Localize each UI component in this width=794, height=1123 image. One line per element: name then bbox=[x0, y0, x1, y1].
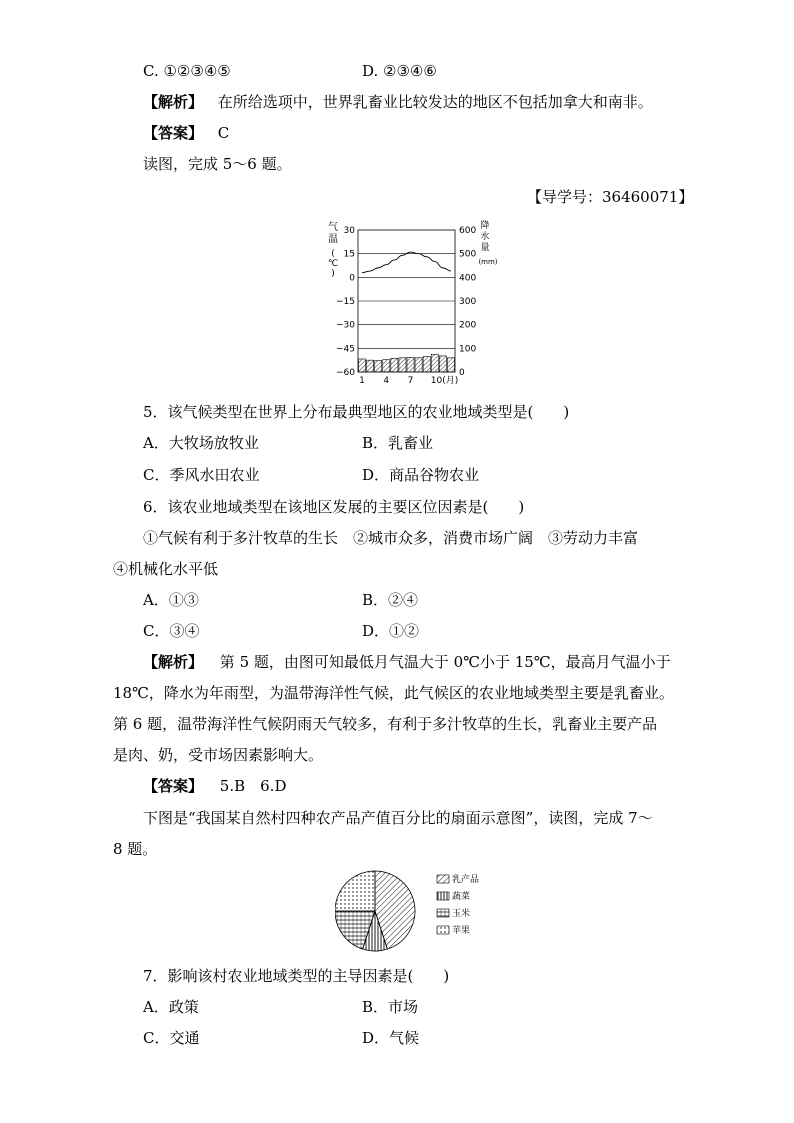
temperature-curve bbox=[362, 252, 451, 273]
precip-tick-label: 400 bbox=[459, 273, 477, 284]
pie-chart bbox=[335, 866, 495, 956]
analysis-56-line3: 第 6 题，温带海洋性气候阴雨天气较多，有利于多汁牧草的生长，乳畜业主要产品 bbox=[113, 715, 658, 733]
svg-text:温: 温 bbox=[328, 234, 338, 245]
precipitation-bar bbox=[415, 358, 422, 372]
month-tick-label: 4 bbox=[383, 376, 390, 386]
q6-statements-2: ④机械化水平低 bbox=[113, 560, 219, 578]
q6-stem: 6．该农业地域类型在该地区发展的主要区位因素是( ) bbox=[143, 498, 525, 516]
precip-tick-label: 600 bbox=[459, 226, 477, 236]
svg-text:(: ( bbox=[331, 249, 335, 259]
precipitation-bar bbox=[423, 357, 430, 372]
svg-text:): ) bbox=[331, 269, 335, 279]
answer-tag: 【答案】 bbox=[143, 777, 204, 795]
precip-tick-label: 500 bbox=[459, 249, 477, 260]
analysis-tag: 【解析】 bbox=[143, 653, 204, 671]
q5-option-b: B．乳畜业 bbox=[362, 434, 434, 452]
legend-label: 蔬菜 bbox=[452, 892, 471, 902]
legend-label: 玉米 bbox=[452, 909, 471, 919]
precipitation-bar bbox=[439, 356, 446, 372]
legend-swatch bbox=[437, 892, 449, 900]
analysis-56-line4: 是肉、奶，受市场因素影响大。 bbox=[113, 746, 324, 764]
q5-option-d: D．商品谷物农业 bbox=[362, 466, 480, 484]
analysis-tag: 【解析】 bbox=[143, 93, 204, 111]
answer-text: C bbox=[217, 124, 230, 142]
q4-analysis bbox=[143, 92, 653, 112]
temp-tick-label: −60 bbox=[336, 368, 355, 378]
temp-tick-label: −15 bbox=[336, 297, 355, 307]
q6-option-b: B．②④ bbox=[362, 591, 419, 609]
temp-tick-label: 15 bbox=[343, 249, 355, 260]
month-tick-label: 7 bbox=[407, 376, 414, 386]
precipitation-bar bbox=[407, 357, 414, 372]
q5-stem: 5．该气候类型在世界上分布最典型地区的农业地域类型是( ) bbox=[143, 403, 570, 421]
intro-q7-8-line1: 下图是“我国某自然村四种农产品产值百分比的扇面示意图”，读图，完成 7～ bbox=[143, 809, 653, 827]
precipitation-bar bbox=[383, 360, 390, 372]
month-tick-label: 1 bbox=[359, 376, 365, 386]
precipitation-bar bbox=[367, 360, 374, 372]
precipitation-bar bbox=[399, 358, 406, 372]
analysis-56-line2: 18℃，降水为年雨型，为温带海洋性气候，此气候区的农业地域类型主要是乳畜业。 bbox=[113, 684, 674, 702]
precip-tick-label: 300 bbox=[459, 297, 477, 307]
q7-stem: 7．影响该村农业地域类型的主导因素是( ) bbox=[143, 967, 450, 985]
legend-swatch bbox=[437, 926, 449, 934]
q7-option-a: A．政策 bbox=[143, 998, 199, 1016]
q7-option-b: B．市场 bbox=[362, 998, 419, 1016]
precip-tick-label: 100 bbox=[459, 344, 477, 355]
right-axis-unit: (mm) bbox=[478, 258, 498, 266]
temp-tick-label: 30 bbox=[343, 226, 355, 236]
right-axis-title bbox=[478, 219, 497, 266]
precip-tick-label: 0 bbox=[459, 368, 465, 378]
legend-label: 苹果 bbox=[452, 926, 471, 936]
q7-option-d: D．气候 bbox=[362, 1029, 420, 1047]
precipitation-bar bbox=[431, 354, 438, 372]
intro-q7-8-line2: 8 题。 bbox=[113, 840, 158, 858]
intro-q5-6: 读图，完成 5～6 题。 bbox=[143, 155, 292, 173]
answer-text: 5.B 6.D bbox=[219, 777, 287, 795]
precipitation-bar bbox=[359, 359, 366, 372]
q4-answer bbox=[143, 123, 229, 143]
precipitation-bar bbox=[447, 358, 454, 372]
left-axis-title bbox=[328, 221, 338, 279]
svg-text:℃: ℃ bbox=[327, 259, 339, 269]
q6-statements-1: ①气候有利于多汁牧草的生长 ②城市众多，消费市场广阔 ③劳动力丰富 bbox=[143, 529, 639, 547]
svg-text:量: 量 bbox=[480, 243, 490, 253]
guide-number: 【导学号：36460071】 bbox=[527, 188, 694, 206]
precipitation-bar bbox=[375, 361, 382, 372]
svg-text:降: 降 bbox=[480, 221, 490, 231]
svg-text:水: 水 bbox=[480, 232, 490, 242]
q4-option-c: C. ①②③④⑤ bbox=[143, 62, 231, 80]
analysis-text: 第 5 题，由图可知最低月气温大于 0℃小于 15℃，最高月气温小于 bbox=[219, 653, 671, 671]
legend-label: 乳产品 bbox=[452, 875, 480, 885]
temp-tick-label: −30 bbox=[336, 320, 355, 331]
analysis-56-line1 bbox=[143, 652, 671, 672]
q6-option-d: D．①② bbox=[362, 622, 420, 640]
legend-swatch bbox=[437, 909, 449, 917]
month-tick-label: 10(月) bbox=[430, 376, 459, 386]
q6-option-a: A．①③ bbox=[143, 591, 199, 609]
q6-option-c: C．③④ bbox=[143, 622, 200, 640]
temp-tick-label: 0 bbox=[349, 273, 355, 284]
q7-option-c: C．交通 bbox=[143, 1029, 200, 1047]
temp-tick-label: −45 bbox=[336, 344, 355, 355]
legend-swatch bbox=[437, 875, 449, 883]
precip-tick-label: 200 bbox=[459, 320, 477, 331]
analysis-text: 在所给选项中，世界乳畜业比较发达的地区不包括加拿大和南非。 bbox=[217, 93, 653, 111]
answer-56 bbox=[143, 776, 286, 796]
pie-slice-apple bbox=[335, 871, 375, 911]
q5-option-c: C．季风水田农业 bbox=[143, 466, 260, 484]
answer-tag: 【答案】 bbox=[143, 124, 204, 142]
q4-option-d: D. ②③④⑥ bbox=[362, 62, 437, 80]
svg-text:气: 气 bbox=[328, 222, 338, 233]
precipitation-bar bbox=[391, 358, 398, 372]
q5-option-a: A．大牧场放牧业 bbox=[143, 434, 259, 452]
climate-chart bbox=[325, 218, 510, 390]
